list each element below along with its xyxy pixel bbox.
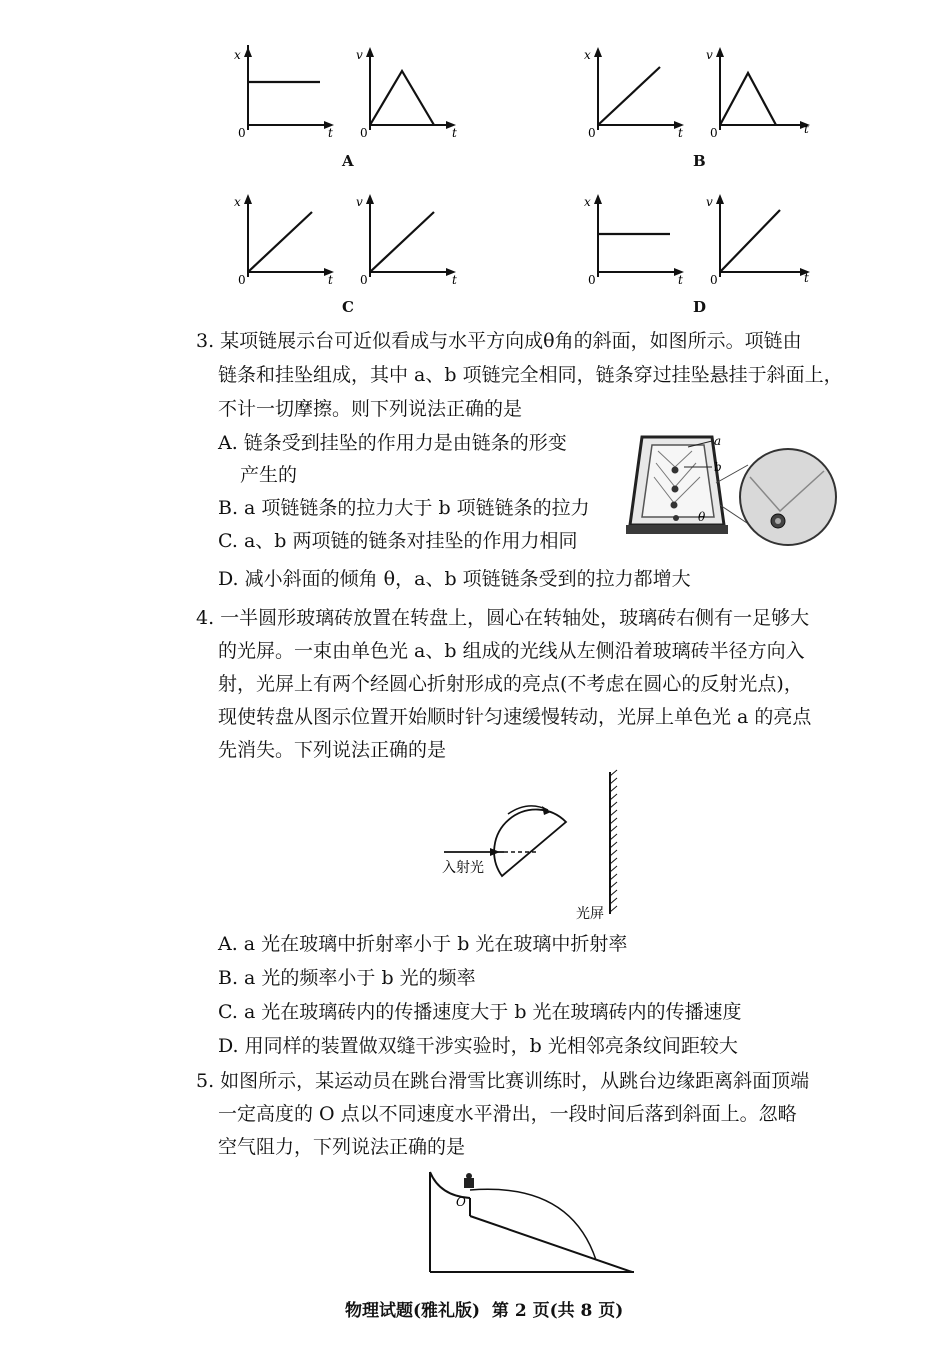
option-label-a: A <box>342 152 354 170</box>
svg-text:0: 0 <box>238 126 246 140</box>
svg-text:0: 0 <box>588 126 596 140</box>
svg-text:v: v <box>356 48 363 62</box>
page-footer: 物理试题(雅礼版) 第 2 页(共 8 页) <box>345 1301 624 1321</box>
svg-text:t: t <box>678 126 683 140</box>
graph-d-v <box>700 192 820 292</box>
graph-a-x <box>228 45 338 145</box>
svg-text:x: x <box>584 195 591 209</box>
svg-text:0: 0 <box>588 273 596 287</box>
q5-stem-line2: 一定高度的 O 点以不同速度水平滑出，一段时间后落到斜面上。忽略 <box>218 1103 797 1125</box>
q4-stem-line4: 现使转盘从图示位置开始顺时针匀速缓慢转动，光屏上单色光 a 的亮点 <box>218 706 812 728</box>
graph-d-x <box>578 192 688 292</box>
q3-option-c: C. a、b 两项链的链条对挂坠的作用力相同 <box>218 530 578 552</box>
q4-stem-line2: 的光屏。一束由单色光 a、b 组成的光线从左侧沿着玻璃砖半径方向入 <box>218 640 805 662</box>
svg-text:0: 0 <box>710 273 718 287</box>
q3-option-a-line2: 产生的 <box>240 464 298 486</box>
svg-text:0: 0 <box>238 273 246 287</box>
svg-text:v: v <box>356 195 363 209</box>
svg-text:t: t <box>328 273 333 287</box>
q4-stem-line5: 先消失。下列说法正确的是 <box>218 739 447 761</box>
svg-text:t: t <box>678 273 683 287</box>
ski-jump-figure <box>420 1168 640 1278</box>
q4-stem-line3: 射，光屏上有两个经圆心折射形成的亮点(不考虑在圆心的反射光点)， <box>218 673 803 695</box>
glass-brick-figure <box>440 770 640 920</box>
svg-text:v: v <box>706 48 713 62</box>
q3-stem-line1: 3. 某项链展示台可近似看成与水平方向成θ角的斜面，如图所示。项链由 <box>196 330 802 352</box>
label-theta: θ <box>698 510 706 524</box>
q3-stem-line3: 不计一切摩擦。则下列说法正确的是 <box>218 398 523 420</box>
label-b: b <box>714 460 722 474</box>
x-axis-label: x <box>234 48 241 62</box>
option-label-c: C <box>342 298 354 316</box>
graph-b-x <box>578 45 688 145</box>
graph-b-v <box>700 45 820 145</box>
svg-text:0: 0 <box>360 273 368 287</box>
svg-text:0: 0 <box>710 126 718 140</box>
svg-text:t: t <box>804 271 809 285</box>
q4-option-c: C. a 光在玻璃砖内的传播速度大于 b 光在玻璃砖内的传播速度 <box>218 1001 742 1023</box>
graph-c-v <box>350 192 460 292</box>
option-label-d: D <box>693 298 707 316</box>
q4-option-a: A. a 光在玻璃中折射率小于 b 光在玻璃中折射率 <box>218 933 628 955</box>
svg-text:t: t <box>452 273 457 287</box>
svg-text:t: t <box>328 126 333 140</box>
svg-text:v: v <box>706 195 713 209</box>
point-o-label: O <box>456 1195 466 1209</box>
screen-label: 光屏 <box>576 906 604 922</box>
q5-stem-line3: 空气阻力，下列说法正确的是 <box>218 1136 466 1158</box>
q4-stem-line1: 4. 一半圆形玻璃砖放置在转盘上，圆心在转轴处，玻璃砖右侧有一足够大 <box>196 607 810 629</box>
graph-a-v <box>350 45 460 145</box>
label-a: a <box>714 434 722 448</box>
q4-option-d: D. 用同样的装置做双缝干涉实验时，b 光相邻亮条纹间距较大 <box>218 1035 738 1057</box>
svg-text:x: x <box>584 48 591 62</box>
q4-option-b: B. a 光的频率小于 b 光的频率 <box>218 967 476 989</box>
necklace-stand-figure <box>620 425 845 560</box>
graph-c-x <box>228 192 338 292</box>
q5-stem-line1: 5. 如图所示，某运动员在跳台滑雪比赛训练时，从跳台边缘距离斜面顶端 <box>196 1070 810 1092</box>
q3-stem-line2: 链条和挂坠组成，其中 a、b 项链完全相同，链条穿过挂坠悬挂于斜面上， <box>218 364 843 386</box>
q3-option-a-line1: A. 链条受到挂坠的作用力是由链条的形变 <box>218 432 567 454</box>
q3-option-b: B. a 项链链条的拉力大于 b 项链链条的拉力 <box>218 497 590 519</box>
incident-light-label: 入射光 <box>442 860 484 876</box>
q3-option-d: D. 减小斜面的倾角 θ，a、b 项链链条受到的拉力都增大 <box>218 568 691 590</box>
svg-text:x: x <box>234 195 241 209</box>
svg-text:t: t <box>804 122 809 136</box>
svg-text:0: 0 <box>360 126 368 140</box>
svg-text:t: t <box>452 126 457 140</box>
option-label-b: B <box>693 152 706 170</box>
